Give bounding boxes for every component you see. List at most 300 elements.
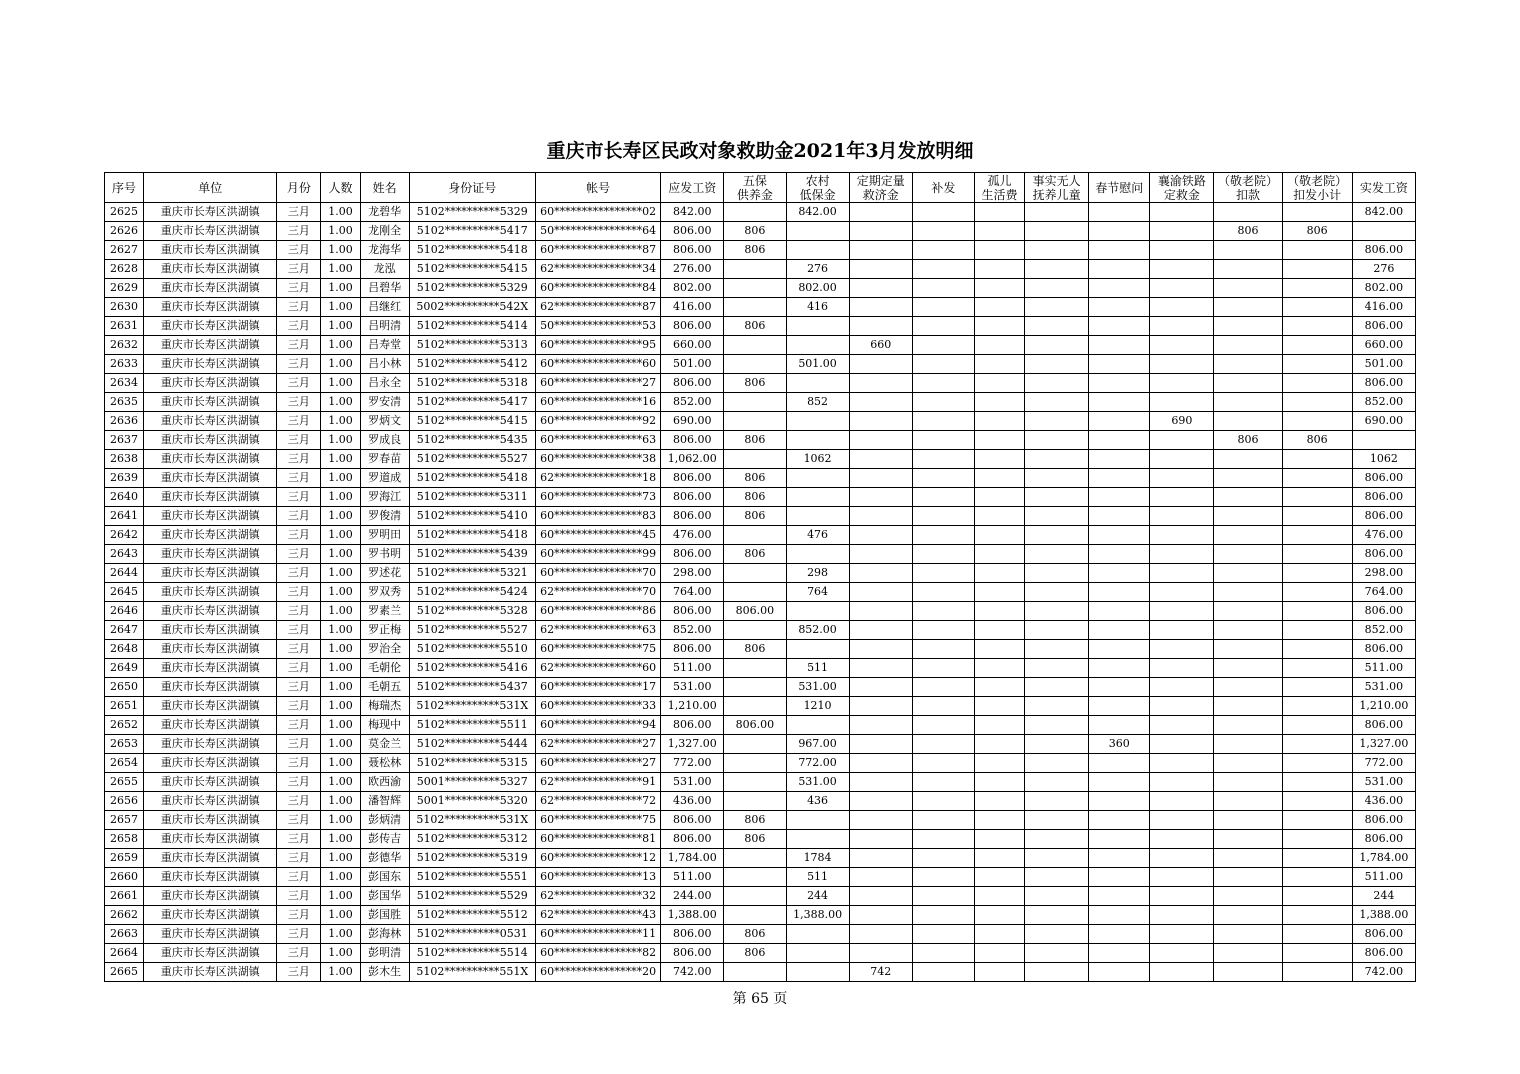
cell-bufa [912,469,974,488]
cell-unit: 重庆市长寿区洪湖镇 [144,298,277,317]
cell-jlyxj [1282,640,1352,659]
cell-jlykk [1214,412,1282,431]
cell-count: 1.00 [321,526,360,545]
cell-seq: 2631 [105,317,144,336]
cell-id: 5002**********542X [409,298,535,317]
cell-jlyxj [1282,678,1352,697]
cell-id: 5102**********5311 [409,488,535,507]
cell-chunjie [1089,849,1150,868]
cell-count: 1.00 [321,925,360,944]
cell-id: 5102**********5514 [409,944,535,963]
cell-actual: 416.00 [1352,298,1415,317]
cell-chunjie [1089,526,1150,545]
cell-chunjie [1089,545,1150,564]
cell-xiangyu [1150,906,1214,925]
cell-account: 62****************34 [535,260,660,279]
cell-shishi [1025,621,1089,640]
cell-dibao [786,925,849,944]
cell-jlykk [1214,963,1282,982]
cell-bufa [912,412,974,431]
cell-id: 5102**********5551 [409,868,535,887]
cell-id: 5102**********5319 [409,849,535,868]
cell-month: 三月 [277,792,321,811]
cell-name: 彭明清 [360,944,409,963]
cell-wubao: 806.00 [724,716,786,735]
cell-guer [974,887,1024,906]
cell-account: 60****************20 [535,963,660,982]
cell-id: 5102**********531X [409,697,535,716]
cell-jlyxj [1282,279,1352,298]
cell-dingqi [849,659,912,678]
cell-dibao: 298 [786,564,849,583]
cell-count: 1.00 [321,830,360,849]
cell-guer [974,222,1024,241]
cell-guer [974,754,1024,773]
cell-guer [974,925,1024,944]
cell-id: 5102**********5444 [409,735,535,754]
cell-shishi [1025,431,1089,450]
cell-account: 50****************53 [535,317,660,336]
cell-jlykk [1214,545,1282,564]
table-row [105,355,1416,374]
cell-bufa [912,792,974,811]
cell-chunjie [1089,792,1150,811]
table-row [105,203,1416,222]
table-row [105,621,1416,640]
table-row [105,526,1416,545]
cell-guer [974,450,1024,469]
cell-wubao: 806 [724,925,786,944]
cell-jlykk [1214,317,1282,336]
cell-shishi [1025,849,1089,868]
cell-bufa [912,545,974,564]
cell-xiangyu [1150,298,1214,317]
cell-jlyxj [1282,659,1352,678]
cell-bufa [912,526,974,545]
cell-wubao: 806 [724,374,786,393]
cell-xiangyu [1150,811,1214,830]
cell-id: 5102**********5415 [409,260,535,279]
table-row [105,963,1416,982]
cell-shishi [1025,374,1089,393]
cell-xiangyu [1150,279,1214,298]
cell-shishi [1025,222,1089,241]
cell-unit: 重庆市长寿区洪湖镇 [144,450,277,469]
cell-chunjie [1089,678,1150,697]
cell-dibao [786,830,849,849]
cell-actual: 764.00 [1352,583,1415,602]
cell-bufa [912,659,974,678]
cell-month: 三月 [277,545,321,564]
cell-guer [974,279,1024,298]
cell-account: 60****************12 [535,849,660,868]
cell-dibao: 967.00 [786,735,849,754]
cell-dingqi [849,944,912,963]
cell-jlyxj [1282,773,1352,792]
cell-count: 1.00 [321,887,360,906]
cell-actual: 806.00 [1352,640,1415,659]
table-row [105,678,1416,697]
cell-bufa [912,735,974,754]
cell-seq: 2652 [105,716,144,735]
cell-shishi [1025,393,1089,412]
cell-dingqi [849,735,912,754]
cell-seq: 2659 [105,849,144,868]
cell-account: 60****************02 [535,203,660,222]
cell-name: 彭德华 [360,849,409,868]
cell-jlykk [1214,811,1282,830]
cell-jlyxj [1282,298,1352,317]
cell-dibao [786,317,849,336]
cell-unit: 重庆市长寿区洪湖镇 [144,773,277,792]
column-header-account: 帐号 [535,173,660,203]
cell-wubao: 806 [724,640,786,659]
cell-month: 三月 [277,773,321,792]
cell-guer [974,431,1024,450]
cell-dibao: 852 [786,393,849,412]
column-header-seq: 序号 [105,173,144,203]
cell-count: 1.00 [321,507,360,526]
cell-month: 三月 [277,906,321,925]
cell-month: 三月 [277,374,321,393]
cell-count: 1.00 [321,469,360,488]
cell-xiangyu [1150,830,1214,849]
cell-account: 62****************87 [535,298,660,317]
cell-count: 1.00 [321,754,360,773]
cell-dibao: 802.00 [786,279,849,298]
cell-month: 三月 [277,944,321,963]
cell-seq: 2628 [105,260,144,279]
cell-chunjie [1089,602,1150,621]
cell-jlykk [1214,564,1282,583]
cell-bufa [912,298,974,317]
cell-dibao: 276 [786,260,849,279]
cell-unit: 重庆市长寿区洪湖镇 [144,602,277,621]
cell-count: 1.00 [321,336,360,355]
cell-due: 806.00 [661,431,724,450]
cell-month: 三月 [277,659,321,678]
cell-guer [974,849,1024,868]
column-header-id: 身份证号 [409,173,535,203]
cell-xiangyu [1150,317,1214,336]
cell-xiangyu [1150,241,1214,260]
cell-count: 1.00 [321,279,360,298]
cell-id: 5102**********5328 [409,602,535,621]
column-header-shishi: 事实无人 抚养儿童 [1025,173,1089,203]
cell-unit: 重庆市长寿区洪湖镇 [144,697,277,716]
cell-name: 罗述花 [360,564,409,583]
cell-jlyxj [1282,830,1352,849]
cell-name: 罗炳文 [360,412,409,431]
cell-due: 1,784.00 [661,849,724,868]
cell-bufa [912,678,974,697]
cell-shishi [1025,944,1089,963]
cell-jlykk [1214,716,1282,735]
cell-guer [974,602,1024,621]
cell-wubao [724,621,786,640]
cell-wubao [724,260,786,279]
cell-xiangyu [1150,393,1214,412]
cell-guer [974,241,1024,260]
cell-shishi [1025,488,1089,507]
cell-id: 5102**********5527 [409,621,535,640]
cell-xiangyu [1150,621,1214,640]
cell-xiangyu [1150,203,1214,222]
cell-xiangyu [1150,887,1214,906]
cell-dingqi [849,678,912,697]
table-row [105,488,1416,507]
cell-shishi [1025,260,1089,279]
cell-wubao: 806 [724,431,786,450]
cell-jlyxj [1282,393,1352,412]
cell-chunjie [1089,944,1150,963]
cell-actual: 806.00 [1352,602,1415,621]
cell-unit: 重庆市长寿区洪湖镇 [144,507,277,526]
cell-unit: 重庆市长寿区洪湖镇 [144,336,277,355]
cell-guer [974,355,1024,374]
cell-dingqi [849,621,912,640]
cell-shishi [1025,925,1089,944]
cell-due: 806.00 [661,488,724,507]
cell-month: 三月 [277,849,321,868]
cell-month: 三月 [277,602,321,621]
cell-xiangyu [1150,925,1214,944]
cell-seq: 2658 [105,830,144,849]
table-row [105,868,1416,887]
cell-count: 1.00 [321,849,360,868]
cell-jlykk [1214,735,1282,754]
cell-seq: 2664 [105,944,144,963]
column-header-due: 应发工资 [661,173,724,203]
cell-jlykk [1214,830,1282,849]
cell-chunjie [1089,925,1150,944]
cell-chunjie [1089,241,1150,260]
cell-dibao: 842.00 [786,203,849,222]
cell-count: 1.00 [321,583,360,602]
cell-wubao [724,393,786,412]
cell-guer [974,868,1024,887]
cell-shishi [1025,526,1089,545]
cell-actual: 852.00 [1352,621,1415,640]
cell-guer [974,621,1024,640]
cell-shishi [1025,279,1089,298]
cell-xiangyu [1150,678,1214,697]
cell-due: 806.00 [661,925,724,944]
cell-due: 742.00 [661,963,724,982]
cell-bufa [912,906,974,925]
cell-actual: 802.00 [1352,279,1415,298]
cell-guer [974,811,1024,830]
cell-xiangyu [1150,640,1214,659]
cell-id: 5102**********5329 [409,203,535,222]
cell-jlyxj [1282,241,1352,260]
cell-jlykk [1214,241,1282,260]
cell-dibao [786,374,849,393]
cell-name: 吕继红 [360,298,409,317]
cell-count: 1.00 [321,317,360,336]
cell-wubao: 806 [724,241,786,260]
cell-id: 5102**********5512 [409,906,535,925]
cell-jlyxj [1282,203,1352,222]
cell-jlyxj [1282,716,1352,735]
cell-month: 三月 [277,298,321,317]
table-row [105,754,1416,773]
cell-xiangyu [1150,697,1214,716]
cell-month: 三月 [277,469,321,488]
cell-wubao [724,412,786,431]
cell-wubao: 806 [724,222,786,241]
cell-wubao [724,887,786,906]
cell-jlyxj [1282,754,1352,773]
cell-jlyxj [1282,944,1352,963]
column-header-name: 姓名 [360,173,409,203]
cell-jlykk [1214,697,1282,716]
cell-count: 1.00 [321,355,360,374]
cell-jlykk [1214,374,1282,393]
cell-count: 1.00 [321,811,360,830]
cell-id: 5102**********0531 [409,925,535,944]
cell-account: 62****************32 [535,887,660,906]
cell-wubao: 806 [724,811,786,830]
cell-due: 244.00 [661,887,724,906]
cell-account: 60****************84 [535,279,660,298]
cell-name: 潘智辉 [360,792,409,811]
cell-id: 5102**********5418 [409,526,535,545]
cell-account: 60****************92 [535,412,660,431]
cell-actual: 690.00 [1352,412,1415,431]
cell-dingqi [849,583,912,602]
cell-count: 1.00 [321,298,360,317]
cell-xiangyu [1150,735,1214,754]
cell-unit: 重庆市长寿区洪湖镇 [144,317,277,336]
cell-seq: 2663 [105,925,144,944]
cell-xiangyu [1150,222,1214,241]
cell-bufa [912,621,974,640]
cell-jlyxj [1282,450,1352,469]
cell-month: 三月 [277,450,321,469]
cell-shishi [1025,298,1089,317]
cell-id: 5001**********5327 [409,773,535,792]
cell-name: 龙碧华 [360,203,409,222]
cell-dingqi [849,773,912,792]
cell-xiangyu [1150,602,1214,621]
cell-due: 806.00 [661,374,724,393]
cell-wubao [724,697,786,716]
cell-unit: 重庆市长寿区洪湖镇 [144,716,277,735]
cell-actual: 842.00 [1352,203,1415,222]
cell-count: 1.00 [321,431,360,450]
table-row [105,830,1416,849]
table-row [105,507,1416,526]
cell-wubao [724,583,786,602]
cell-unit: 重庆市长寿区洪湖镇 [144,431,277,450]
cell-name: 罗双秀 [360,583,409,602]
cell-seq: 2655 [105,773,144,792]
cell-chunjie [1089,868,1150,887]
cell-bufa [912,868,974,887]
cell-xiangyu [1150,716,1214,735]
cell-count: 1.00 [321,963,360,982]
cell-guer [974,697,1024,716]
cell-jlyxj: 806 [1282,222,1352,241]
header-row [105,173,1416,203]
cell-dingqi [849,849,912,868]
table-row [105,336,1416,355]
cell-jlykk [1214,906,1282,925]
cell-guer [974,317,1024,336]
cell-actual: 852.00 [1352,393,1415,412]
cell-count: 1.00 [321,868,360,887]
cell-id: 5102**********5415 [409,412,535,431]
cell-wubao [724,735,786,754]
cell-id: 5102**********5312 [409,830,535,849]
cell-actual: 806.00 [1352,317,1415,336]
cell-account: 60****************27 [535,374,660,393]
cell-xiangyu [1150,944,1214,963]
cell-due: 806.00 [661,811,724,830]
cell-count: 1.00 [321,792,360,811]
cell-unit: 重庆市长寿区洪湖镇 [144,963,277,982]
cell-seq: 2637 [105,431,144,450]
cell-chunjie [1089,811,1150,830]
cell-jlykk [1214,925,1282,944]
cell-account: 60****************63 [535,431,660,450]
table-row [105,469,1416,488]
cell-xiangyu [1150,488,1214,507]
cell-guer [974,412,1024,431]
cell-account: 60****************17 [535,678,660,697]
cell-dingqi [849,526,912,545]
cell-due: 764.00 [661,583,724,602]
cell-name: 罗明田 [360,526,409,545]
cell-xiangyu [1150,868,1214,887]
cell-wubao: 806 [724,545,786,564]
cell-xiangyu [1150,545,1214,564]
cell-account: 62****************70 [535,583,660,602]
cell-count: 1.00 [321,412,360,431]
cell-chunjie [1089,716,1150,735]
cell-shishi [1025,868,1089,887]
cell-dibao: 1210 [786,697,849,716]
page-number: 第 65 页 [732,991,788,1007]
cell-chunjie [1089,279,1150,298]
cell-month: 三月 [277,678,321,697]
cell-bufa [912,925,974,944]
cell-shishi [1025,583,1089,602]
cell-bufa [912,374,974,393]
cell-name: 吕小林 [360,355,409,374]
cell-wubao [724,963,786,982]
cell-guer [974,203,1024,222]
cell-jlyxj [1282,526,1352,545]
cell-seq: 2636 [105,412,144,431]
cell-bufa [912,963,974,982]
cell-bufa [912,222,974,241]
cell-unit: 重庆市长寿区洪湖镇 [144,374,277,393]
cell-account: 60****************75 [535,811,660,830]
cell-xiangyu: 690 [1150,412,1214,431]
cell-unit: 重庆市长寿区洪湖镇 [144,868,277,887]
cell-name: 吕永全 [360,374,409,393]
cell-month: 三月 [277,393,321,412]
cell-chunjie [1089,203,1150,222]
cell-shishi [1025,887,1089,906]
cell-unit: 重庆市长寿区洪湖镇 [144,621,277,640]
cell-dibao: 476 [786,526,849,545]
cell-month: 三月 [277,526,321,545]
cell-chunjie [1089,507,1150,526]
cell-bufa [912,640,974,659]
